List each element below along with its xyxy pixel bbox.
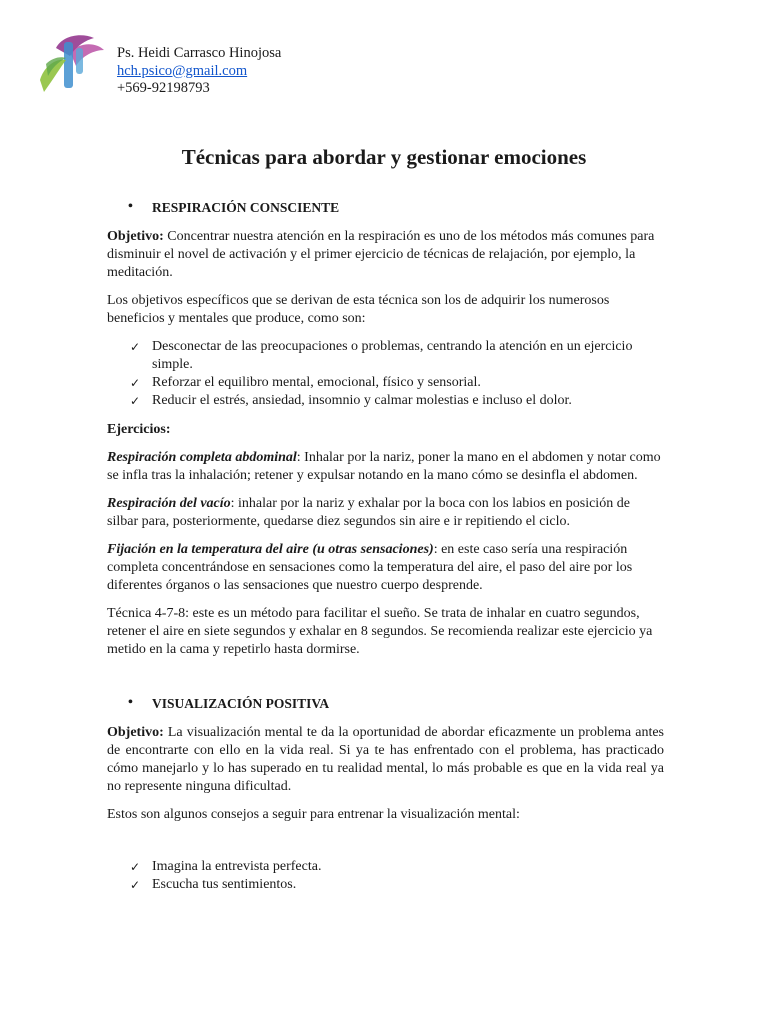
list-item-text: Escucha tus sentimientos.: [152, 877, 297, 892]
list-item: [107, 392, 664, 410]
check-icon: ✓: [130, 376, 141, 390]
email-link[interactable]: hch.psico@gmail.com: [117, 62, 248, 79]
exercise-text: : Inhalar por la nariz, poner la mano en el abdomen y notar como se infla tras la inhalación; retener y expulsar notando en la mano cómo se desinfla el abdomen.: [107, 450, 661, 483]
objetivo-label: Objetivo:: [107, 725, 164, 740]
list-item: [107, 374, 664, 392]
ejercicios-label: Ejercicios:: [107, 422, 171, 437]
objetivo-text: Concentrar nuestra atención en la respiración es uno de los métodos más comunes para disminuir el novel de activación y el primer ejercicio de técnicas de relajación, por ejemplo, la meditación.: [107, 229, 655, 280]
objetivo-paragraph: [107, 724, 664, 796]
logo-icon: [36, 30, 108, 98]
objetivo-paragraph: [107, 228, 664, 282]
exercise-paragraph: [107, 541, 664, 595]
exercise-text: : en este caso sería una respiración completa concentrándose en sensaciones como la temperatura del aire, el paso del aire por los diferentes órganos o las sensaciones que nuestro cuerpo desprende.: [107, 542, 633, 593]
exercise-text: : inhalar por la nariz y exhalar por la boca con los labios en posición de silbar para, posteriormente, quedarse diez segundos sin aire e ir repitiendo el ciclo.: [107, 496, 630, 529]
list-item-text: Desconectar de las preocupaciones o problemas, centrando la atención en un ejercicio simple.: [152, 339, 633, 372]
list-item-text: Reforzar el equilibro mental, emocional, físico y sensorial.: [152, 375, 481, 390]
specific-objectives-paragraph: Los objetivos específicos que se derivan de esta técnica son los de adquirir los numerosos beneficios y mentales que produce, como son:: [107, 293, 610, 326]
list-item-text: Reducir el estrés, ansiedad, insomnio y calmar molestias e incluso el dolor.: [152, 393, 572, 408]
section-heading-visualizacion: [107, 695, 664, 713]
check-icon: ✓: [130, 340, 141, 354]
exercise-paragraph: [107, 449, 664, 485]
exercise-paragraph: [107, 495, 664, 531]
page-title: Técnicas para abordar y gestionar emociones: [181, 145, 587, 169]
bullet-icon: •: [128, 695, 133, 710]
header-contact: [117, 45, 281, 98]
objetivo-text: La visualización mental te da la oportunidad de abordar eficazmente un problema antes de encontrarte con ello en la vida real. Si ya te has enfrentado con el problema, has practicado cómo manejarlo y lo has superado en tu realidad mental, lo más probable es que en la vida real ya no represente ninguna dificultad.: [107, 725, 664, 794]
exercise-paragraph: Técnica 4-7-8: este es un método para facilitar el sueño. Se trata de inhalar en cuatro segundos, retener el aire en siete segundos y exhalar en 8 segundos. Se recomienda realizar este ejercicio ya metido en la cama y repetirlo hasta dormirse.: [107, 606, 653, 657]
section-heading-label: VISUALIZACIÓN POSITIVA: [152, 696, 330, 711]
exercise-title: Respiración completa abdominal: [107, 450, 297, 465]
list-item-text: Imagina la entrevista perfecta.: [152, 859, 322, 874]
phone-number: +569-92198793: [117, 80, 210, 96]
section-heading-respiracion: [107, 199, 664, 217]
check-icon: ✓: [130, 860, 141, 874]
exercise-title: Fijación en la temperatura del aire (u otras sensaciones): [107, 542, 434, 557]
list-item: [107, 876, 664, 894]
exercise-title: Respiración del vacío: [107, 496, 231, 511]
author-name: Ps. Heidi Carrasco Hinojosa: [117, 45, 282, 61]
section-heading-label: RESPIRACIÓN CONSCIENTE: [152, 200, 340, 215]
check-icon: ✓: [130, 878, 141, 892]
check-icon: ✓: [130, 394, 141, 408]
document-body: [107, 199, 664, 905]
list-item: [107, 858, 664, 876]
bullet-icon: •: [128, 199, 133, 214]
objetivo-label: Objetivo:: [107, 229, 164, 244]
list-item: [107, 338, 664, 374]
checklist-tips: [107, 858, 664, 894]
tips-intro: Estos son algunos consejos a seguir para entrenar la visualización mental:: [107, 807, 520, 822]
checklist-benefits: [107, 338, 664, 410]
